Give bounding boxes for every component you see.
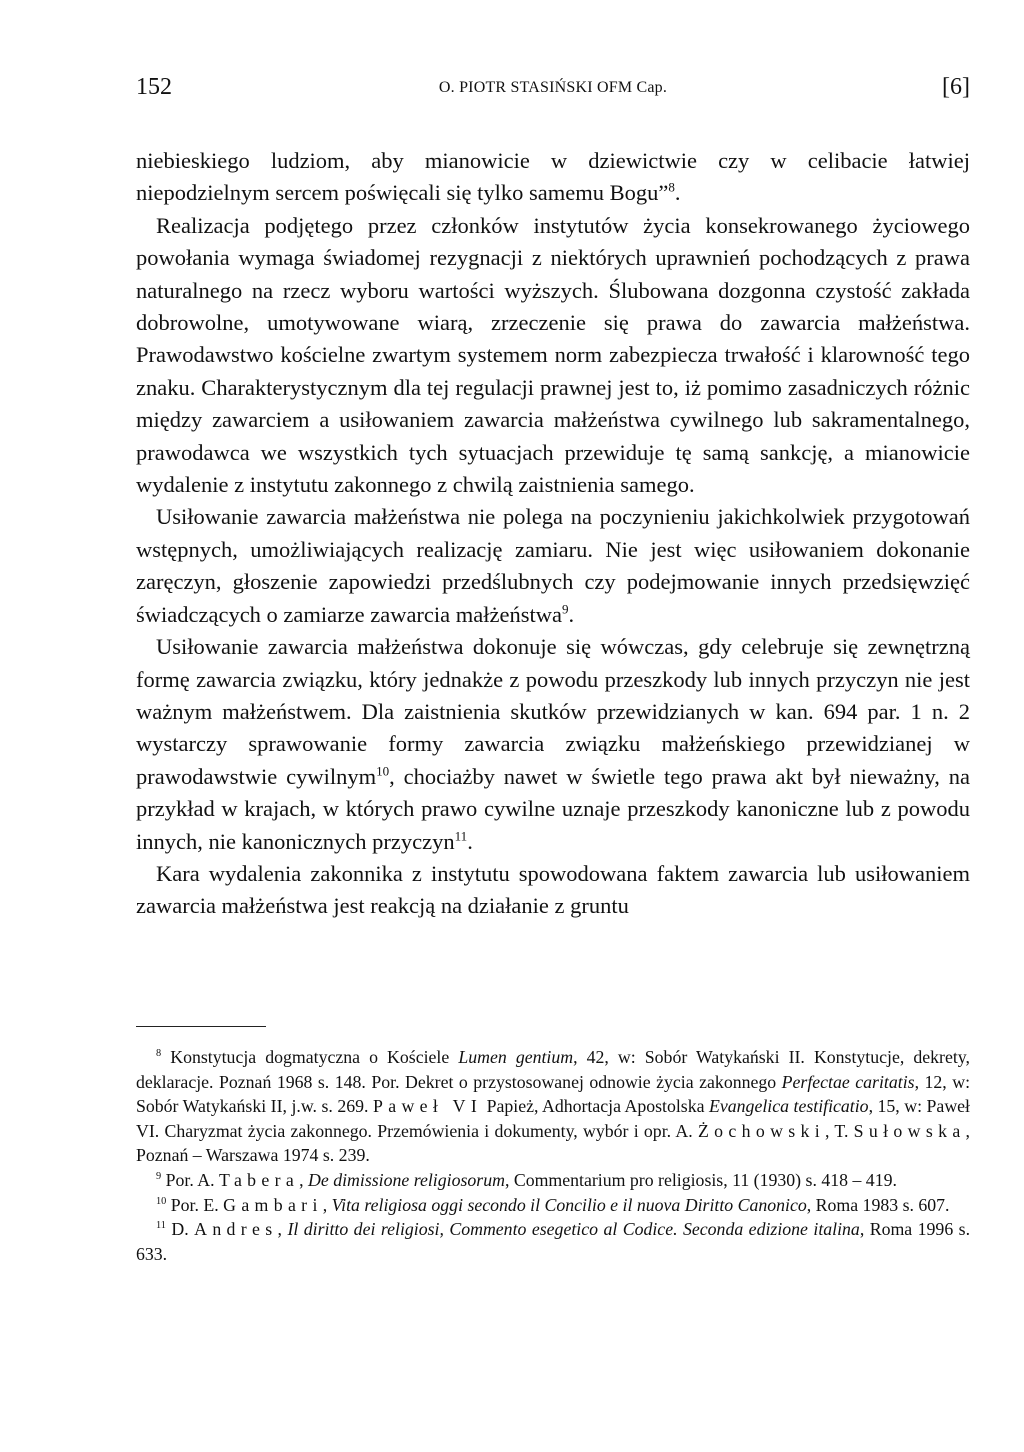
body-text <box>136 145 970 923</box>
author-name: Andres <box>194 1219 278 1240</box>
footnote-divider <box>136 1026 266 1027</box>
footnote-ref-10: 10 <box>376 763 390 779</box>
author-name: Żochowski <box>697 1120 826 1141</box>
footnote-ref-8: 8 <box>668 179 675 195</box>
footnote-8: $^8$ Konstytucja dogmatyczna o Kościele Lumen gentium, 42, w: Sobór Watykański II. Konstytucje, dekrety, deklaracje. Poznań 1968 s. 148. Por. Dekret o przystosowanej odnowie życia zakonnego Perfectae caritatis, 12, w: Sobór Watykański II, j.w. s. 269. Paweł VI Papież, Adhortacja Apostolska Evangelica testificatio, 15, w: Paweł VI. Charyzmat życia zakonnego. Przemówienia i dokumenty, wybór i opr. A. Żochowski, T. Sułowska, Poznań – Warszawa 1974 s. 239. <box>136 1047 971 1166</box>
section-mark: [6] <box>942 74 970 100</box>
running-head <box>136 74 970 106</box>
footnote-marker: 10 <box>156 1195 167 1207</box>
footnote-marker: 11 <box>156 1220 166 1232</box>
running-title: O. PIOTR STASIŃSKI OFM Cap. <box>438 79 668 96</box>
paragraph-3: Usiłowanie zawarcia małżeństwa nie polega na poczynieniu jakichkolwiek przygotowań wstępnych, umożliwiających realizację zamiaru. Nie jest więc usiłowaniem dokonanie zaręczyn, głoszenie zapowiedzi przedślubnych czy podejmowanie innych przedsięwzięć świadczących o zamiarze zawarcia małżeństwa$^9$. <box>136 504 970 627</box>
footnote-marker: 9 <box>156 1171 162 1183</box>
paragraph-4: Usiłowanie zawarcia małżeństwa dokonuje się wówczas, gdy celebruje się zewnętrzną formę zawarcia związku, który jednakże z powodu przeszkody lub innych przyczyn nie jest ważnym małżeństwem. Dla zaistnienia skutków przewidzianych w kan. 694 par. 1 n. 2 wystarczy sprawowanie formy zawarcia związku małżeńskiego przewidzianej w prawodawstwie cywilnym$^{10}$, chociażby nawet w świetle tego prawa akt był nieważny, na przykład w krajach, w których prawo cywilne uznaje przeszkody kanoniczne lub z powodu innych, nie kanonicznych przyczyn$^{11}$. <box>136 634 970 854</box>
footnote-marker: 8 <box>156 1048 162 1060</box>
paragraph-5: Kara wydalenia zakonnika z instytutu spowodowana faktem zawarcia lub usiłowaniem zawarcia małżeństwa jest reakcją na działanie z gruntu <box>136 860 970 919</box>
author-name: Tabera <box>218 1169 300 1190</box>
author-name: Paweł VI <box>372 1096 483 1117</box>
footnotes <box>136 1045 970 1266</box>
paragraph-2: Realizacja podjętego przez członków instytutów życia konsekrowanego życiowego powołania wymaga świadomej rezygnacji z niektórych uprawnień pochodzących z prawa naturalnego na rzecz wyboru wartości wyższych. Ślubowana dozgonna czystość zakłada dobrowolne, umotywowane wiarą, zrzeczenie się prawa do zawarcia małżeństwa. Prawodawstwo kościelne zwartym systemem norm zabezpiecza trwałość i klarowność tego znaku. Charakterystycznym dla tej regulacji prawnej jest to, iż pomimo zasadniczych różnic między zawarciem a usiłowaniem zawarcia małżeństwa cywilnego lub sakramentalnego, prawodawca we wszystkich tych sytuacjach przewiduje tę samą sankcję, a mianowicie wydalenie z instytutu zakonnego z chwilą zaistnienia samego. <box>136 212 970 498</box>
footnote-11: $^{11}$ D. Andres, Il diritto dei religiosi, Commento esegetico al Codice. Seconda edizione italina, Roma 1996 s. 633. <box>136 1219 971 1264</box>
author-name: Gambari <box>223 1194 323 1215</box>
paragraph-1: niebieskiego ludziom, aby mianowicie w dziewictwie czy w celibacie łatwiej niepodzielnym sercem poświęcali się tylko samemu Bogu”$^8$. <box>136 148 970 206</box>
author-name: Sułowska <box>853 1120 966 1141</box>
footnote-ref-11: 11 <box>454 828 468 844</box>
footnote-10: $^{10}$ Por. E. Gambari, Vita religiosa oggi secondo il Concilio e il nuova Diritto Canonico, Roma 1983 s. 607. <box>156 1194 950 1215</box>
footnote-9: $^9$ Por. A. Tabera, De dimissione religiosorum, Commentarium pro religiosis, 11 (1930) s. 418 – 419. <box>156 1169 897 1190</box>
page-number: 152 <box>136 74 172 100</box>
footnote-ref-9: 9 <box>561 601 569 617</box>
